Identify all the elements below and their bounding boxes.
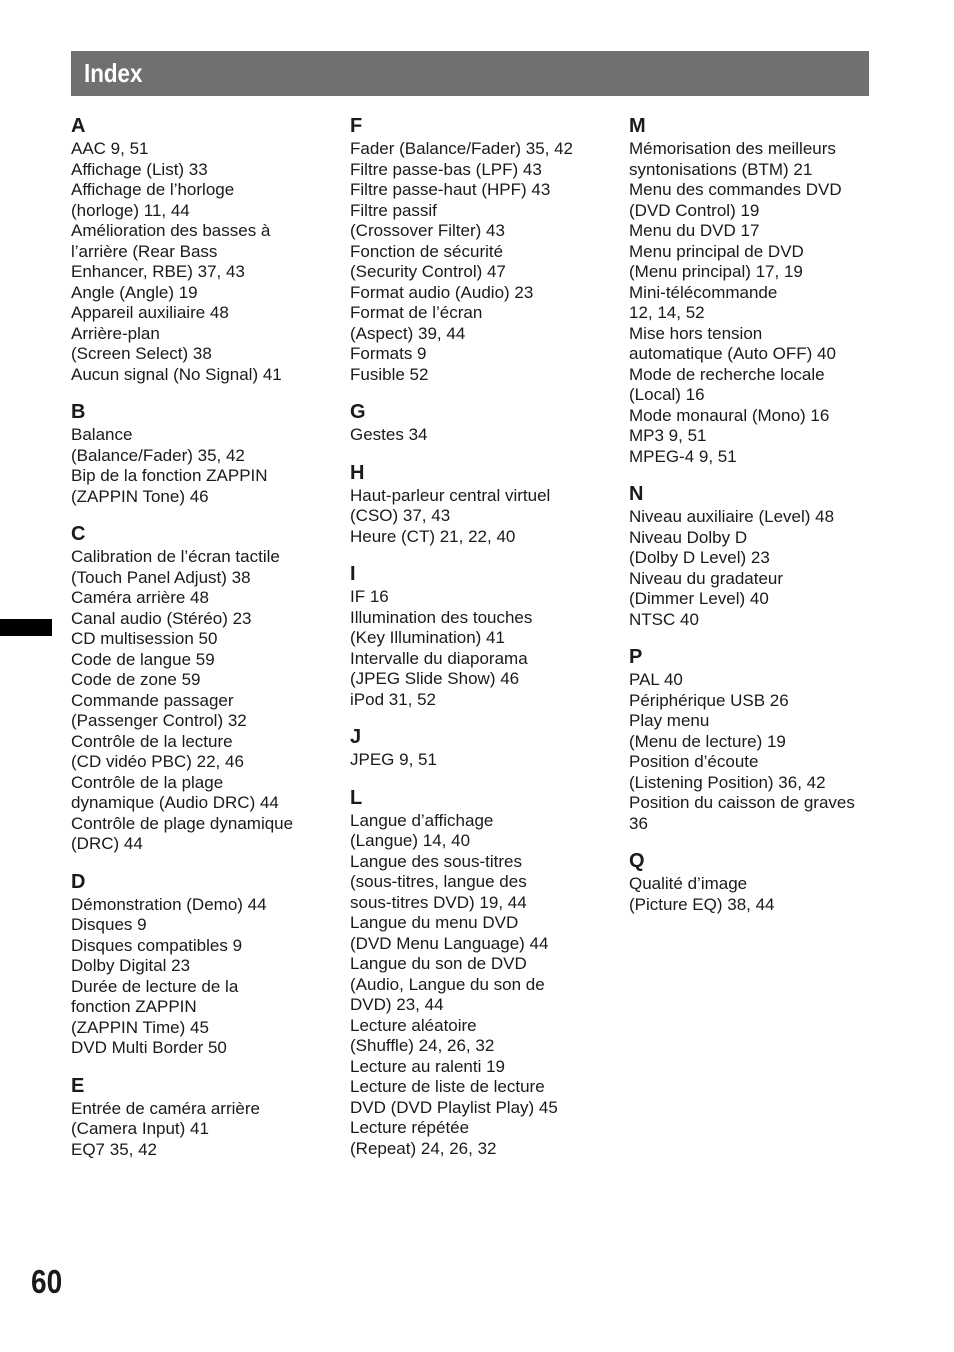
index-entry: (ZAPPIN Time) 45	[71, 1017, 209, 1037]
index-entry: (Repeat) 24, 26, 32	[350, 1138, 497, 1158]
index-entry: fonction ZAPPIN	[71, 997, 197, 1016]
index-section-q	[629, 849, 879, 915]
index-entry: Fader (Balance/Fader) 35, 42	[350, 139, 574, 158]
index-entry: Démonstration (Demo) 44	[71, 894, 267, 914]
index-entry: Langue d’affichage	[350, 810, 494, 830]
index-entry: Fonction de sécurité	[350, 241, 504, 261]
index-entry: (Crossover Filter) 43	[350, 221, 505, 240]
page-number: 60	[31, 1263, 63, 1300]
index-entry: AAC 9, 51	[71, 139, 149, 158]
index-entry: Lecture aléatoire	[350, 1015, 477, 1035]
index-entry: Gestes 34	[350, 425, 428, 444]
index-entry: (DRC) 44	[71, 834, 143, 853]
index-section-h	[350, 461, 608, 548]
index-entry: Lecture au ralenti 19	[350, 1056, 505, 1076]
index-section-g	[350, 400, 608, 446]
index-entry: JPEG 9, 51	[350, 750, 437, 769]
index-section-f	[350, 114, 608, 385]
index-entry: Fusible 52	[350, 364, 429, 384]
index-entry: Mode de recherche locale	[629, 364, 825, 384]
index-entry: MP3 9, 51	[629, 426, 707, 445]
index-entry: Affichage de l’horloge	[71, 180, 235, 199]
index-entry: Mini-télécommande	[629, 282, 778, 302]
section-letter: H	[350, 461, 365, 484]
index-entry: Niveau du gradateur	[629, 568, 784, 588]
index-entry: Niveau auxiliaire (Level) 48	[629, 507, 835, 526]
index-entry: Disques compatibles 9	[71, 935, 243, 955]
index-entry: Play menu	[629, 711, 710, 730]
index-entry: Filtre passif	[350, 200, 437, 220]
index-entry: Bip de la fonction ZAPPIN	[71, 466, 268, 485]
index-entry: (Listening Position) 36, 42	[629, 772, 826, 792]
section-letter: F	[350, 115, 363, 137]
index-entry: CD multisession 50	[71, 629, 218, 648]
index-entry: (horloge) 11, 44	[71, 200, 190, 220]
index-section-m	[629, 114, 879, 467]
index-entry: Angle (Angle) 19	[71, 282, 198, 302]
section-letter: C	[71, 523, 86, 545]
index-entry: Filtre passe-bas (LPF) 43	[350, 159, 542, 179]
index-entry: iPod 31, 52	[350, 689, 437, 709]
index-entry: Menu des commandes DVD	[629, 180, 842, 199]
index-entry: DVD Multi Border 50	[71, 1038, 227, 1057]
page-title: Index	[84, 58, 143, 88]
index-entry: IF 16	[350, 587, 389, 606]
index-entry: Entrée de caméra arrière	[71, 1098, 260, 1118]
index-entry: (Aspect) 39, 44	[350, 323, 466, 343]
index-entry: (Balance/Fader) 35, 42	[71, 445, 245, 465]
index-entry: (DVD Control) 19	[629, 200, 760, 220]
index-entry: Lecture de liste de lecture	[350, 1077, 545, 1096]
index-header-bar	[71, 51, 869, 96]
index-entry: (ZAPPIN Tone) 46	[71, 486, 209, 506]
index-section-i	[350, 562, 608, 710]
index-entry: Aucun signal (No Signal) 41	[71, 364, 282, 384]
index-entry: DVD) 23, 44	[350, 995, 444, 1014]
index-entry: Code de zone 59	[71, 670, 201, 689]
index-entry: Langue du menu DVD	[350, 913, 519, 932]
index-entry: (Security Control) 47	[350, 262, 506, 281]
index-entry: Commande passager	[71, 690, 234, 710]
index-entry: (Dimmer Level) 40	[629, 589, 769, 608]
index-entry: l’arrière (Rear Bass	[71, 241, 218, 261]
index-entry: Format audio (Audio) 23	[350, 282, 534, 302]
index-entry: (Picture EQ) 38, 44	[629, 894, 775, 914]
section-letter: M	[629, 115, 646, 137]
index-entry: Qualité d’image	[629, 874, 748, 893]
index-entry: (CD vidéo PBC) 22, 46	[71, 752, 244, 771]
index-entry: Intervalle du diaporama	[350, 648, 528, 668]
index-entry: Périphérique USB 26	[629, 690, 789, 710]
index-entry: (Key Illumination) 41	[350, 628, 505, 647]
index-entry: NTSC 40	[629, 609, 699, 629]
section-letter: B	[71, 401, 86, 423]
index-entry: Langue du son de DVD	[350, 954, 527, 973]
index-entry: syntonisations (BTM) 21	[629, 159, 813, 179]
index-section-a	[71, 114, 329, 385]
index-entry: Caméra arrière 48	[71, 588, 209, 607]
section-letter: Q	[629, 850, 645, 872]
index-entry: Filtre passe-haut (HPF) 43	[350, 180, 551, 199]
index-entry: (Screen Select) 38	[71, 344, 212, 363]
index-entry: Calibration de l’écran tactile	[71, 547, 280, 566]
index-entry: Code de langue 59	[71, 649, 215, 669]
index-entry: Position d’écoute	[629, 752, 759, 771]
index-entry: EQ7 35, 42	[71, 1139, 158, 1159]
section-letter: A	[71, 115, 86, 137]
index-entry: (sous-titres, langue des	[350, 872, 527, 891]
index-entry: Contrôle de plage dynamique	[71, 813, 294, 833]
index-entry: DVD (DVD Playlist Play) 45	[350, 1097, 558, 1117]
index-section-n	[629, 482, 879, 630]
section-letter: G	[350, 401, 366, 423]
index-entry: (Dolby D Level) 23	[629, 548, 770, 567]
index-entry: Canal audio (Stéréo) 23	[71, 608, 252, 628]
section-letter: L	[350, 786, 363, 809]
index-entry: Formats 9	[350, 344, 427, 363]
index-section-d	[71, 870, 329, 1059]
index-entry: Langue des sous-titres	[350, 851, 522, 871]
index-entry: (Passenger Control) 32	[71, 711, 247, 730]
section-letter: D	[71, 870, 86, 893]
index-entry: Disques 9	[71, 915, 147, 934]
index-entry: automatique (Auto OFF) 40	[629, 344, 836, 363]
index-entry: Enhancer, RBE) 37, 43	[71, 262, 245, 281]
index-entry: 36	[629, 813, 648, 833]
index-entry: (Camera Input) 41	[71, 1119, 209, 1138]
index-entry: (DVD Menu Language) 44	[350, 933, 549, 953]
index-entry: Amélioration des basses à	[71, 221, 271, 240]
section-letter: E	[71, 1074, 85, 1097]
index-column-3	[629, 114, 879, 930]
index-entry: Position du caisson de graves	[629, 793, 855, 812]
index-entry: Contrôle de la lecture	[71, 731, 233, 751]
index-entry: MPEG-4 9, 51	[629, 446, 737, 466]
index-entry: dynamique (Audio DRC) 44	[71, 793, 279, 812]
index-entry: PAL 40	[629, 670, 683, 689]
index-entry: (Local) 16	[629, 385, 705, 404]
index-entry: sous-titres DVD) 19, 44	[350, 892, 527, 912]
index-entry: Affichage (List) 33	[71, 159, 208, 179]
index-entry: (Menu principal) 17, 19	[629, 262, 803, 281]
index-entry: 12, 14, 52	[629, 303, 705, 322]
index-entry: (Touch Panel Adjust) 38	[71, 567, 251, 587]
index-section-c	[71, 522, 329, 855]
index-entry: (CSO) 37, 43	[350, 506, 451, 525]
index-entry: Menu du DVD 17	[629, 221, 760, 240]
index-entry: Heure (CT) 21, 22, 40	[350, 526, 516, 546]
index-entry: Mise hors tension	[629, 323, 763, 343]
index-section-p	[629, 645, 879, 834]
section-letter: P	[629, 646, 643, 668]
index-entry: Balance	[71, 425, 133, 444]
section-letter: I	[350, 563, 356, 585]
index-entry: Haut-parleur central virtuel	[350, 485, 551, 505]
index-entry: Lecture répétée	[350, 1118, 470, 1137]
section-tab-marker	[0, 619, 52, 636]
index-entry: (Audio, Langue du son de	[350, 974, 545, 994]
index-section-b	[71, 400, 329, 507]
index-entry: (JPEG Slide Show) 46	[350, 669, 520, 688]
index-entry: Contrôle de la plage	[71, 772, 224, 792]
index-entry: Arrière-plan	[71, 323, 160, 343]
index-section-e	[71, 1074, 329, 1161]
index-column-2	[350, 114, 608, 1174]
section-letter: N	[629, 483, 644, 505]
index-entry: Format de l’écran	[350, 303, 483, 322]
index-entry: Niveau Dolby D	[629, 527, 748, 547]
index-entry: (Shuffle) 24, 26, 32	[350, 1036, 495, 1055]
index-column-1	[71, 114, 329, 1175]
index-entry: Mémorisation des meilleurs	[629, 139, 836, 158]
index-entry: (Menu de lecture) 19	[629, 731, 786, 751]
index-entry: Mode monaural (Mono) 16	[629, 405, 830, 425]
index-entry: Durée de lecture de la	[71, 976, 239, 996]
index-entry: Appareil auxiliaire 48	[71, 303, 229, 322]
index-entry: (Langue) 14, 40	[350, 831, 471, 850]
section-letter: J	[350, 726, 362, 748]
index-entry: Illumination des touches	[350, 607, 533, 627]
index-entry: Dolby Digital 23	[71, 956, 191, 975]
index-section-j	[350, 725, 608, 771]
index-section-l	[350, 786, 608, 1160]
index-entry: Menu principal de DVD	[629, 241, 804, 261]
